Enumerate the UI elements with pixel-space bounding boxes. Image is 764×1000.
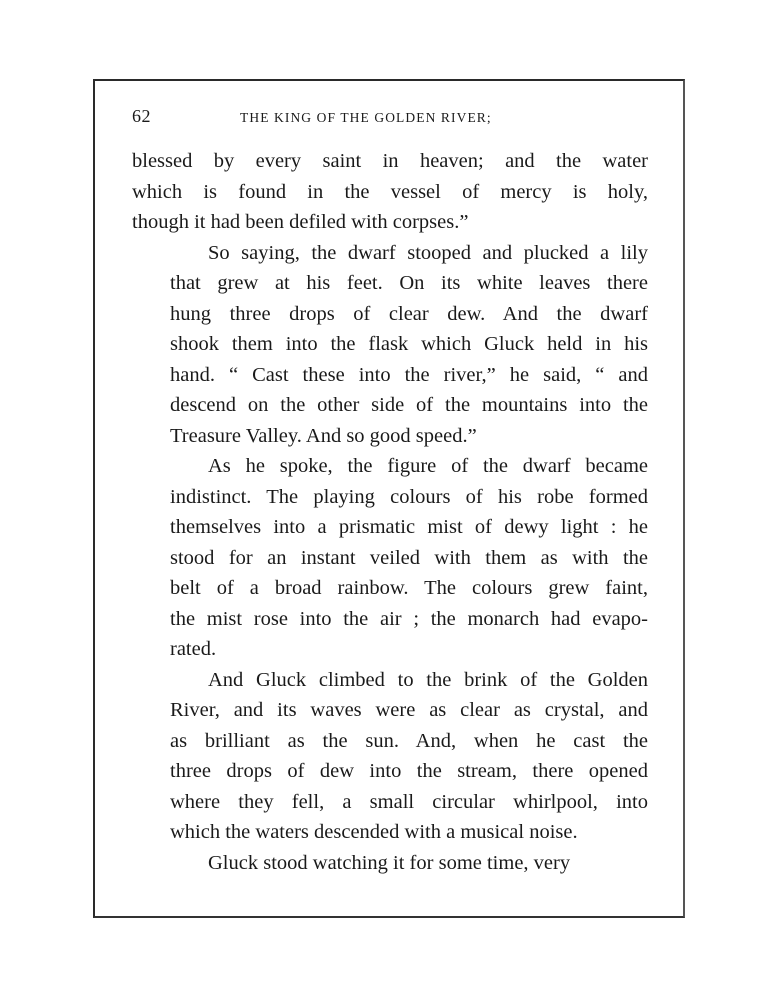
text-line: hung three drops of clear dew. And the dwarf	[170, 302, 648, 325]
text-line: stood for an instant veiled with them as with the	[170, 546, 648, 569]
text-line: River, and its waves were as clear as crystal, and	[170, 699, 648, 721]
text-line: themselves into a prismatic mist of dewy light : he	[170, 516, 648, 538]
text-line: As he spoke, the figure of the dwarf became	[208, 455, 648, 477]
paragraph	[132, 146, 648, 238]
text-line: as brilliant as the sun. And, when he cast the	[170, 729, 648, 752]
text-line: three drops of dew into the stream, there opened	[170, 760, 648, 782]
text-line: rated.	[170, 638, 217, 660]
text-line: belt of a broad rainbow. The colours grew faint,	[170, 577, 648, 599]
running-head	[132, 106, 648, 130]
text-line: blessed by every saint in heaven; and the water	[132, 150, 648, 172]
text-line: And Gluck climbed to the brink of the Golden	[208, 668, 648, 691]
text-line: hand. “ Cast these into the river,” he said, “ and	[170, 363, 648, 386]
text-line: Gluck stood watching it for some time, very	[208, 851, 571, 874]
text-line: though it had been defiled with corpses.”	[132, 211, 469, 233]
paragraph	[132, 665, 648, 848]
text-line: descend on the other side of the mountains into the	[170, 394, 648, 416]
text-line: So saying, the dwarf stooped and plucked a lily	[208, 241, 648, 264]
text-line: the mist rose into the air ; the monarch had evapo-	[170, 607, 648, 630]
body-text	[132, 146, 648, 878]
text-line: Treasure Valley. And so good speed.”	[170, 424, 477, 447]
running-title: THE KING OF THE GOLDEN RIVER;	[240, 110, 492, 125]
text-line: that grew at his feet. On its white leaves there	[170, 272, 648, 294]
paragraph	[132, 848, 648, 879]
text-line: shook them into the flask which Gluck held in his	[170, 333, 648, 355]
page-number: 62	[132, 106, 151, 126]
text-line: indistinct. The playing colours of his robe formed	[170, 485, 648, 508]
text-line: which is found in the vessel of mercy is holy,	[132, 180, 648, 203]
paragraph	[132, 238, 648, 452]
paragraph	[132, 451, 648, 665]
text-line: where they fell, a small circular whirlpool, into	[170, 790, 648, 813]
text-line: which the waters descended with a musical noise.	[170, 821, 578, 843]
